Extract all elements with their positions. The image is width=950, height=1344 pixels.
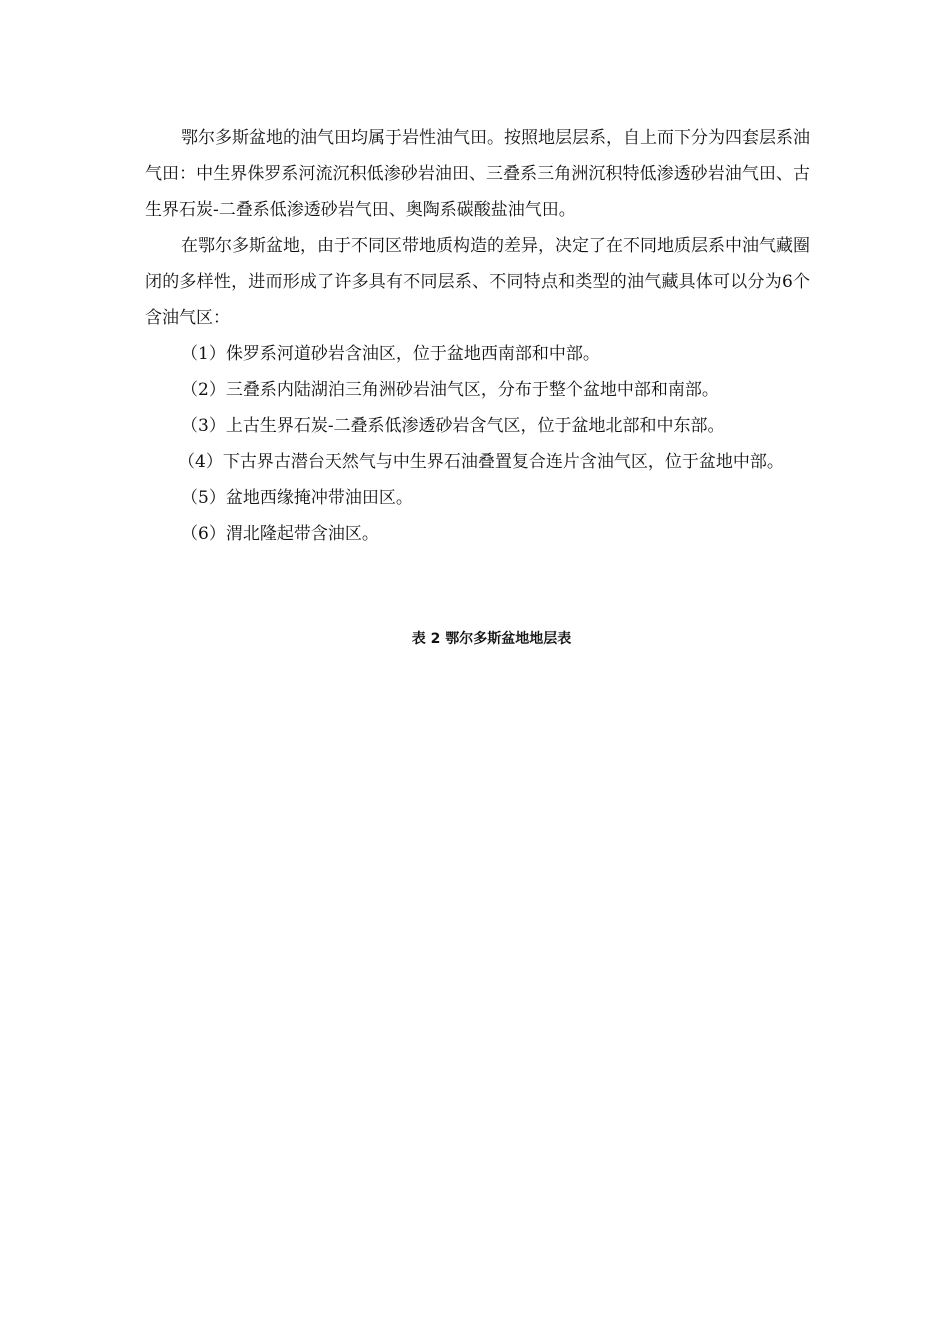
table-caption: 表 2 鄂尔多斯盆地地层表 bbox=[411, 631, 572, 647]
document-body bbox=[145, 120, 810, 552]
list-item-3: （3）上古生界石炭-二叠系低渗透砂岩含气区，位于盆地北部和中东部。 bbox=[181, 416, 725, 436]
paragraph-reservoir-diversity: 在鄂尔多斯盆地，由于不同区带地质构造的差异，决定了在不同地质层系中油气藏圈闭的多样性，进而形成了许多具有不同层系、不同特点和类型的油气藏具体可以分为6个含油气区： bbox=[145, 236, 810, 328]
paragraph-oil-gas-fields: 鄂尔多斯盆地的油气田均属于岩性油气田。按照地层层系，自上而下分为四套层系油气田：中生界侏罗系河流沉积低渗砂岩油田、三叠系三角洲沉积特低渗透砂岩油气田、古生界石炭-二叠系低渗透砂岩气田、奥陶系碳酸盐油气田。 bbox=[145, 128, 810, 220]
list-item-5: （5）盆地西缘掩冲带油田区。 bbox=[181, 488, 413, 508]
list-item-2: （2）三叠系内陆湖泊三角洲砂岩油气区，分布于整个盆地中部和南部。 bbox=[181, 380, 719, 400]
list-item-4: （4）下古界古潜台天然气与中生界石油叠置复合连片含油气区，位于盆地中部。 bbox=[178, 452, 784, 472]
list-item-6: （6）渭北隆起带含油区。 bbox=[181, 524, 379, 544]
list-item-1: （1）侏罗系河道砂岩含油区，位于盆地西南部和中部。 bbox=[181, 344, 600, 364]
